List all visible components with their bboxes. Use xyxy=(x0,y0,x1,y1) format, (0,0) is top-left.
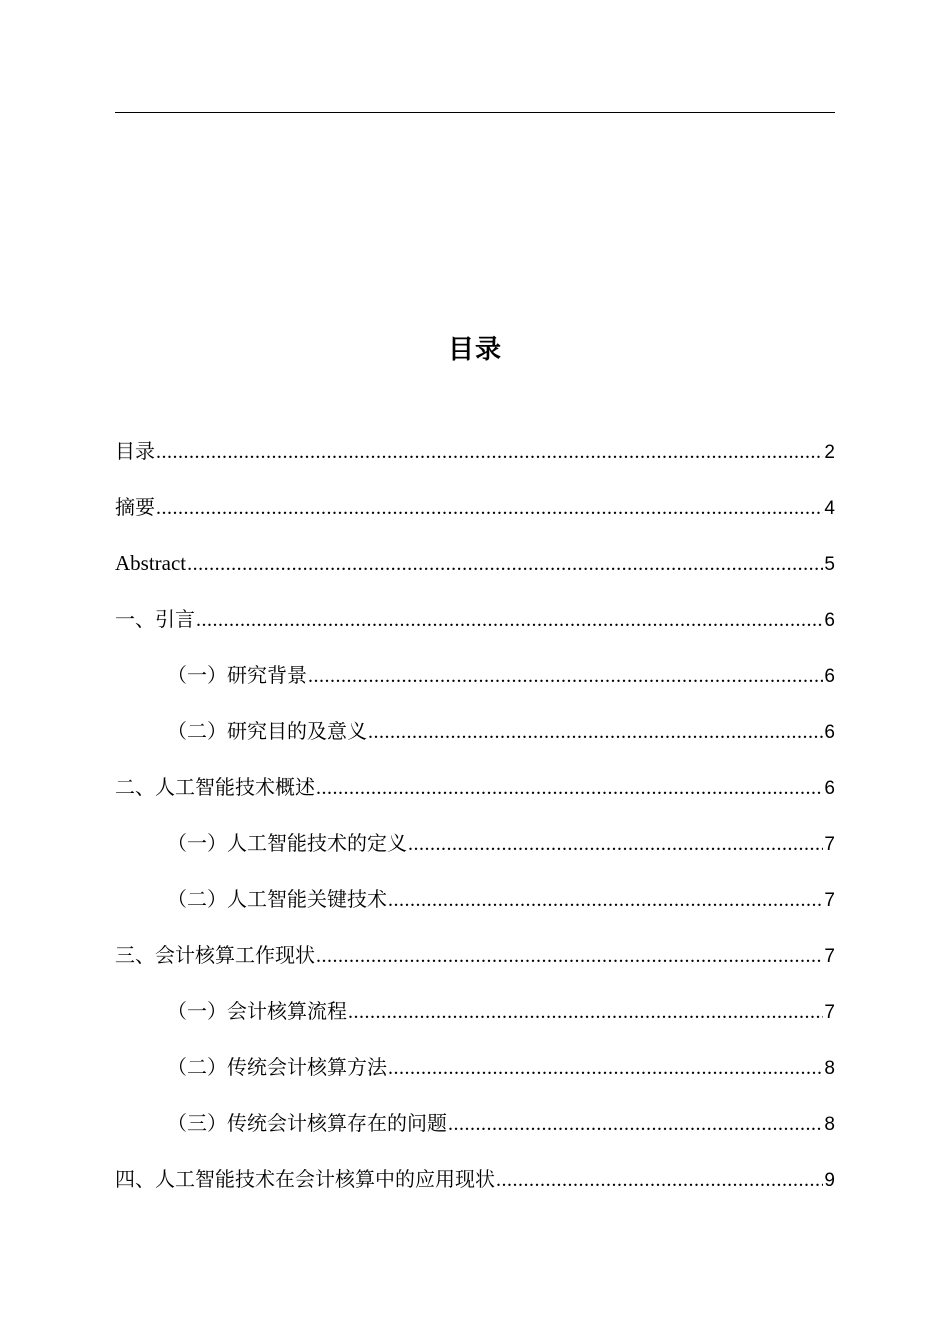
toc-entry-label: 目录 xyxy=(115,439,155,463)
toc-entry-page: 6 xyxy=(824,722,835,743)
toc-entry-label: Abstract xyxy=(115,551,187,575)
toc-entry-ai-overview[interactable] xyxy=(115,768,835,824)
toc-entry-page: 7 xyxy=(824,1002,835,1023)
toc-entry-page: 5 xyxy=(824,554,835,575)
dot-leader xyxy=(388,1049,823,1087)
dot-leader xyxy=(156,433,823,471)
toc-entry-label: 一、引言 xyxy=(115,607,195,631)
toc-entry-contents[interactable] xyxy=(115,432,835,488)
toc-entry-page: 4 xyxy=(824,498,835,519)
toc-entry-label: （一）人工智能技术的定义 xyxy=(167,831,407,855)
toc-entry-ai-key-tech[interactable] xyxy=(115,880,835,936)
dot-leader xyxy=(187,545,823,583)
dot-leader xyxy=(308,657,823,695)
dot-leader xyxy=(388,881,823,919)
dot-leader xyxy=(368,713,823,751)
toc-entry-label: （一）会计核算流程 xyxy=(167,999,347,1023)
toc-entry-accounting-process[interactable] xyxy=(115,992,835,1048)
toc-entry-page: 8 xyxy=(824,1114,835,1135)
dot-leader xyxy=(196,601,823,639)
toc-entry-label: （三）传统会计核算存在的问题 xyxy=(167,1111,447,1135)
toc-entry-page: 6 xyxy=(824,610,835,631)
dot-leader xyxy=(348,993,823,1031)
toc-entry-label: 四、人工智能技术在会计核算中的应用现状 xyxy=(115,1167,495,1191)
toc-entry-introduction[interactable] xyxy=(115,600,835,656)
toc-entry-research-purpose[interactable] xyxy=(115,712,835,768)
table-of-contents xyxy=(115,432,835,1216)
dot-leader xyxy=(496,1161,823,1199)
toc-entry-page: 7 xyxy=(824,890,835,911)
dot-leader xyxy=(316,937,823,975)
toc-entry-label: （一）研究背景 xyxy=(167,663,307,687)
toc-entry-traditional-methods[interactable] xyxy=(115,1048,835,1104)
dot-leader xyxy=(316,769,823,807)
toc-entry-page: 9 xyxy=(824,1170,835,1191)
toc-entry-label: （二）人工智能关键技术 xyxy=(167,887,387,911)
toc-entry-page: 8 xyxy=(824,1058,835,1079)
toc-entry-ai-application[interactable] xyxy=(115,1160,835,1216)
toc-entry-traditional-problems[interactable] xyxy=(115,1104,835,1160)
toc-entry-page: 2 xyxy=(824,442,835,463)
toc-title: 目录 xyxy=(447,335,502,365)
toc-entry-page: 7 xyxy=(824,834,835,855)
toc-entry-label: （二）研究目的及意义 xyxy=(167,719,367,743)
toc-entry-label: （二）传统会计核算方法 xyxy=(167,1055,387,1079)
toc-entry-page: 6 xyxy=(824,778,835,799)
toc-entry-abstract-cn[interactable] xyxy=(115,488,835,544)
toc-entry-label: 三、会计核算工作现状 xyxy=(115,943,315,967)
toc-entry-ai-definition[interactable] xyxy=(115,824,835,880)
dot-leader xyxy=(156,489,823,527)
toc-entry-abstract-en[interactable] xyxy=(115,544,835,600)
toc-entry-research-background[interactable] xyxy=(115,656,835,712)
toc-entry-accounting-status[interactable] xyxy=(115,936,835,992)
toc-entry-label: 摘要 xyxy=(115,495,155,519)
header-rule xyxy=(115,112,835,113)
toc-entry-page: 7 xyxy=(824,946,835,967)
toc-entry-page: 6 xyxy=(824,666,835,687)
dot-leader xyxy=(408,825,823,863)
toc-entry-label: 二、人工智能技术概述 xyxy=(115,775,315,799)
dot-leader xyxy=(448,1105,823,1143)
